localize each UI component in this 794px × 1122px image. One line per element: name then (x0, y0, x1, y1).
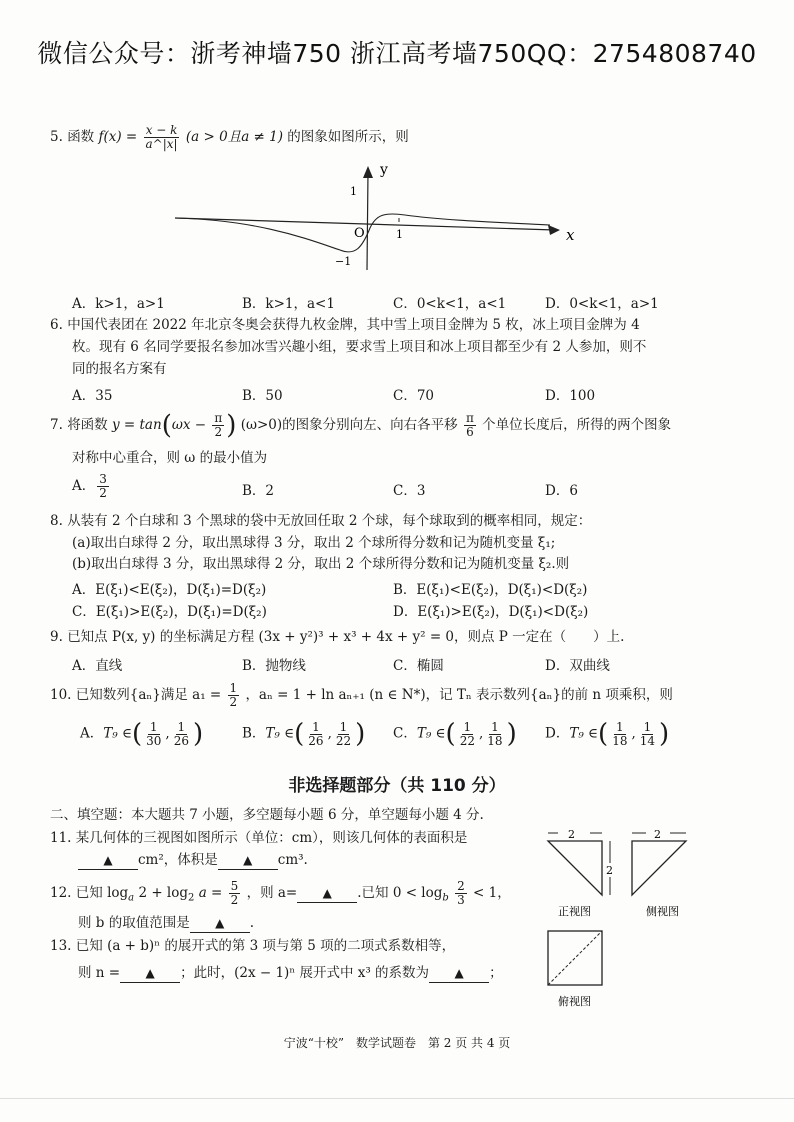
q13-line1 (50, 937, 455, 955)
q13-line2: 则 n = ▲ ；此时，(2x − 1)ⁿ 展开式中 x³ 的系数为 ▲ ； (78, 965, 503, 981)
q7-option-b[interactable]: B．2 (242, 483, 275, 499)
q11-blank-volume[interactable] (218, 851, 278, 870)
q12-frac-d: 3 (457, 893, 465, 907)
q7-option-d[interactable]: D．6 (545, 483, 578, 499)
q10-opt-b-n1: 1 (312, 719, 320, 734)
q6-line1 (50, 316, 640, 334)
q9-option-a[interactable]: A．直线 (72, 658, 123, 674)
q12-text4: < 1， (473, 885, 511, 901)
q11-blank-area[interactable] (78, 851, 138, 870)
q7-two: 2 (214, 425, 223, 439)
q10-opt-d-t: T₉ ∈ (569, 725, 599, 742)
q6-line3: 同的报名方案有 (72, 361, 167, 377)
q7-option-c[interactable]: C．3 (393, 483, 426, 499)
q8-text-line1: 从装有 2 个白球和 3 个黑球的袋中无放回任取 2 个球，每个球取到的概率相同，规定： (67, 513, 592, 529)
q6-option-d[interactable]: D．100 (545, 388, 596, 404)
q9-number: 9. (50, 629, 63, 645)
q7-suffix: 个单位长度后，所得的两个图象 (482, 417, 672, 433)
q10-opt-c-d1: 22 (459, 733, 475, 748)
q10-opt-a-label: A． (80, 725, 104, 742)
front-dim-top: 2 (568, 828, 575, 841)
q7-option-a-frac (97, 473, 109, 500)
graph-tick-y1: 1 (350, 185, 357, 198)
q9-option-c[interactable]: C．椭圆 (393, 658, 444, 674)
q10-opt-a-n1: 1 (149, 719, 158, 734)
q13-text: 已知 (a + b)ⁿ 的展开式的第 3 项与第 5 项的二项式系数相等， (75, 938, 456, 954)
q6-number: 6. (50, 317, 63, 333)
q10-opt-a-n2: 1 (177, 719, 186, 734)
top-view-caption: 俯视图 (558, 995, 591, 1008)
q10-opt-d-label: D． (545, 725, 570, 742)
q7-opt-a-den: 2 (99, 486, 107, 500)
q10-opt-d-d2: 14 (639, 733, 656, 748)
q10-opt-a-t: T₉ ∈ (103, 725, 132, 742)
q10-opt-b-d1: 26 (308, 733, 324, 748)
q8-line3: (b)取出白球得 3 分，取出黑球得 2 分，取出 2 个球所得分数和记为随机变量 ξ₂.则 (72, 556, 570, 572)
q10-opt-b-d2: 22 (335, 733, 352, 748)
q7-line2: 对称中心重合，则 ω 的最小值为 (72, 450, 268, 466)
q10-opt-b-n2: 1 (339, 719, 348, 734)
q7-func: y = tan (111, 417, 162, 433)
q10-text1: 已知数列{aₙ}满足 a₁ = (75, 687, 222, 703)
q10-option-b[interactable]: B．T₉ ∈( $\frac{1}{26}$ , $\frac{1}{22}$ ) (242, 719, 366, 749)
q11-line1 (50, 829, 467, 847)
q12-frac-n: 2 (457, 879, 465, 893)
q6-option-a[interactable]: A．35 (72, 388, 113, 404)
q5-condition: (a > 0且a ≠ 1) (185, 129, 283, 145)
q7-opt-a-num: 3 (99, 472, 107, 486)
q6-text-line1: 中国代表团在 2022 年北京冬奥会获得九枚金牌，其中雪上项目金牌为 5 枚，冰上项目金牌为 4 (67, 317, 640, 333)
q12-number: 12. (50, 885, 72, 901)
q8-option-a[interactable]: A．E(ξ₁)<E(ξ₂)，D(ξ₁)=D(ξ₂) (72, 582, 267, 598)
q10-half (228, 682, 240, 709)
q7-inner: ωx − (171, 417, 207, 433)
three-views-figure (540, 825, 720, 1015)
q13-line2a: 则 n = (78, 965, 121, 981)
q7-option-a[interactable] (72, 473, 111, 500)
q7-option-a-label: A． (72, 478, 96, 494)
q10-opt-c-label: C． (393, 725, 417, 742)
bottom-rule (0, 1098, 794, 1099)
q11-text: 某几何体的三视图如图所示（单位：cm），则该几何体的表面积是 (75, 830, 468, 846)
q13-blank-n[interactable] (120, 964, 180, 983)
q10-opt-d-n1: 1 (616, 719, 624, 734)
q7-cond: (ω>0)的图象分别向左、向右各平移 (240, 417, 458, 433)
q5-frac-den: a^|x| (145, 137, 178, 151)
q9-text: 已知点 P(x, y) 的坐标满足方程 (3x + y²)³ + x³ + 4x + y² = 0，则点 P 一定在（ ）上. (67, 629, 625, 645)
q5-prefix: 函数 (67, 129, 95, 145)
q13-number: 13. (50, 938, 72, 954)
q7-line1: 7. 将函数 y = tan(ωx − $\frac{\pi}{2}$ ) (ω>0)的图象分别向左、向右各平移 $\frac{\pi}{6}$ 个单位长度后，所得的两个图象 (50, 410, 672, 441)
graph-x-label: x (566, 226, 575, 244)
q10-opt-c-n1: 1 (463, 719, 472, 734)
q10-line1 (50, 682, 673, 709)
q10-number: 10. (50, 687, 72, 703)
q5-function-graph (170, 160, 590, 280)
q9-option-d[interactable]: D．双曲线 (545, 658, 610, 674)
front-view-caption: 正视图 (558, 905, 591, 918)
q12-line1: 12. 已知 $\log_a 2 + \log_2 a$ = $\frac{5}{2}$ ，则 a= ▲ .已知 $0 < \log_b$ $\frac{2}{3}$ < 1， (50, 879, 511, 907)
q12-text2: ，则 a= (246, 885, 298, 901)
q12-text1: 已知 log (75, 885, 129, 901)
q11-unit1: cm²，体积是 (138, 852, 218, 868)
q5-option-c[interactable]: C．0<k<1，a<1 (393, 296, 507, 312)
q12-blank-marker-2: ▲ (215, 916, 225, 930)
q13-blank-coef[interactable] (429, 964, 489, 983)
q6-option-c[interactable]: C．70 (393, 388, 435, 404)
q12-five: 5 (230, 879, 239, 893)
q8-option-d[interactable]: D．E(ξ₁)>E(ξ₂)，D(ξ₁)<D(ξ₂) (393, 604, 589, 620)
q12-text1c: a = (198, 885, 223, 901)
q13-blank-marker-2: ▲ (454, 966, 464, 980)
q12-two-thirds (455, 880, 467, 907)
q12-text1b: 2 + log (138, 885, 189, 901)
q5-fx: f(x) = (98, 129, 138, 145)
q5-fraction (144, 124, 180, 151)
q5-option-d[interactable]: D．0<k<1，a>1 (545, 296, 659, 312)
q7-pi-over-6 (464, 412, 476, 439)
q10-text2: ，aₙ = 1 + ln aₙ₊₁ (n ∈ N*)，记 Tₙ 表示数列{aₙ}的前 n 项乘积，则 (245, 687, 673, 703)
q10-opt-a-d2: 26 (173, 733, 189, 748)
q11-unit2: cm³. (277, 852, 308, 868)
q5-option-b[interactable]: B．k>1，a<1 (242, 296, 335, 312)
side-view-caption: 侧视图 (646, 905, 679, 918)
q9-line1 (50, 628, 624, 646)
q10-option-d[interactable]: D．T₉ ∈( $\frac{1}{18}$ , $\frac{1}{14}$ ) (545, 719, 670, 749)
q12-five-halves (229, 880, 241, 907)
q11-line2 (78, 851, 308, 870)
q7-pi-over-2 (212, 412, 224, 439)
q10-opt-c-t: T₉ ∈ (416, 725, 446, 742)
q12-line2-text: 则 b 的取值范围是 (78, 915, 190, 931)
graph-origin: O (354, 226, 365, 241)
q5-frac-num: x − k (145, 123, 178, 137)
q10-option-a[interactable]: A．T₉ ∈( $\frac{1}{30}$ , $\frac{1}{26}$ ) (80, 719, 204, 749)
page-footer: 宁波“十校” 数学试题卷 第 2 页 共 4 页 (283, 1036, 511, 1050)
q12-blank-marker-1: ▲ (322, 886, 332, 900)
graph-y-label: y (380, 162, 388, 178)
q12-text3: .已知 0 < log (357, 885, 443, 901)
q7-pi: π (214, 411, 223, 425)
q7-number: 7. (50, 417, 63, 433)
q11-number: 11. (50, 830, 72, 846)
q13-line2b: ；此时，(2x − 1)ⁿ 展开式中 x³ 的系数为 (180, 965, 430, 981)
q6-line2: 枚。现有 6 名同学要报名参加冰雪兴趣小组，要求雪上项目和冰上项目都至少有 2 人参加，则不 (72, 339, 647, 355)
q8-option-b[interactable]: B．E(ξ₁)<E(ξ₂)，D(ξ₁)<D(ξ₂) (393, 582, 588, 598)
question-5-stem (50, 124, 409, 151)
watermark-banner: 微信公众号：浙考神墙750 浙江高考墙750QQ：2754808740 (37, 39, 757, 68)
graph-tick-ym1: −1 (335, 255, 352, 268)
graph-tick-x1: 1 (396, 228, 403, 241)
q12-line2: 则 b 的取值范围是 ▲ . (78, 915, 255, 931)
q10-opt-c-d2: 18 (487, 733, 503, 748)
q9-option-b[interactable]: B．抛物线 (242, 658, 306, 674)
q11-blank-marker-1: ▲ (103, 853, 113, 867)
q7-pi-b: π (465, 411, 474, 425)
q12-two: 2 (230, 893, 239, 907)
q8-option-c[interactable]: C．E(ξ₁)>E(ξ₂)，D(ξ₁)=D(ξ₂) (72, 604, 267, 620)
q5-suffix: 的图象如图所示，则 (287, 129, 409, 145)
part2-intro: 二、填空题：本大题共 7 小题，多空题每小题 6 分，单空题每小题 4 分. (50, 807, 484, 823)
q6-option-b[interactable]: B．50 (242, 388, 283, 404)
q7-prefix: 将函数 (67, 417, 108, 433)
q10-opt-d-n2: 1 (643, 719, 652, 734)
q10-half-den: 2 (229, 695, 238, 709)
q13-blank-marker-1: ▲ (145, 966, 155, 980)
q8-line1 (50, 512, 591, 530)
front-dim-side: 2 (606, 864, 613, 877)
q8-line2: (a)取出白球得 2 分，取出黑球得 3 分，取出 2 个球所得分数和记为随机变量 ξ₁; (72, 535, 556, 551)
q10-half-num: 1 (229, 681, 238, 695)
q10-opt-b-t: T₉ ∈ (265, 725, 295, 742)
section-title: 非选择题部分（共 110 分） (288, 776, 506, 796)
q10-opt-b-label: B． (242, 725, 266, 742)
q5-number: 5. (50, 129, 63, 145)
q5-option-a[interactable]: A．k>1，a>1 (72, 296, 165, 312)
q10-opt-d-d1: 18 (612, 733, 628, 748)
q12-blank-a[interactable] (297, 884, 357, 903)
side-dim-top: 2 (654, 828, 661, 841)
q12-blank-b[interactable] (190, 914, 250, 933)
q8-number: 8. (50, 513, 63, 529)
q10-opt-c-n2: 1 (491, 719, 499, 734)
q11-blank-marker-2: ▲ (243, 853, 253, 867)
q10-opt-a-d1: 30 (146, 733, 162, 748)
q7-six: 6 (466, 425, 474, 439)
q10-option-c[interactable]: C．T₉ ∈( $\frac{1}{22}$ , $\frac{1}{18}$ ) (393, 719, 517, 749)
